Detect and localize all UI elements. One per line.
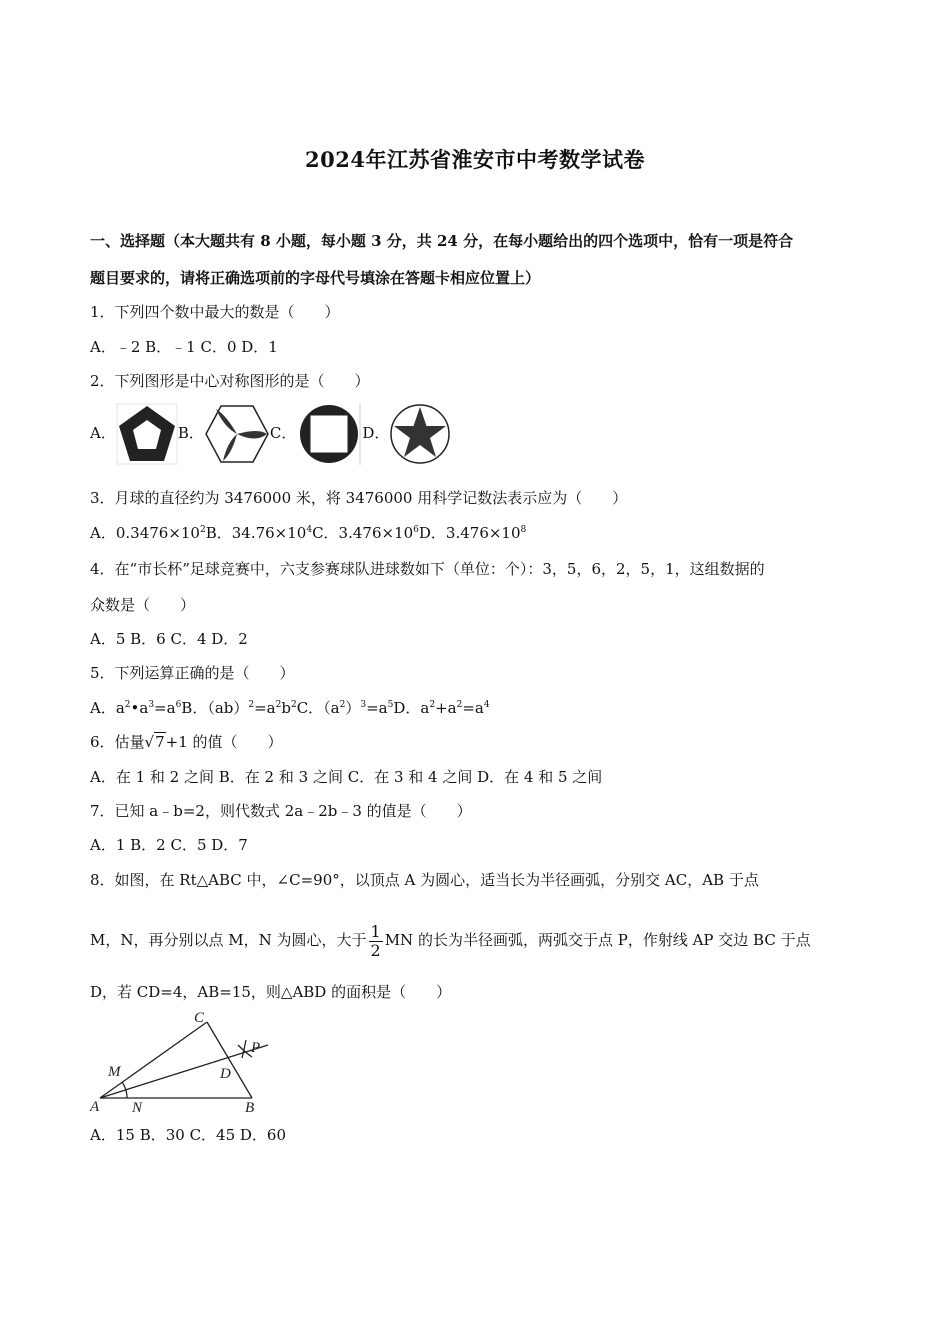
section-heading-line1: 一、选择题（本大题共有 8 小题，每小题 3 分，共 24 分，在每小题给出的四个选项中，恰有一项是符合 bbox=[90, 232, 794, 250]
fraction-one-half bbox=[369, 923, 383, 960]
hexagon-petals-option-icon bbox=[204, 403, 270, 465]
q3-option-a: A．0.3476×10 bbox=[90, 524, 200, 542]
q6-options: A．在 1 和 2 之间 B．在 2 和 3 之间 C．在 3 和 4 之间 D．在 4 和 5 之间 bbox=[90, 768, 603, 786]
label-p: P bbox=[251, 1040, 261, 1056]
q1-options: A．﹣2 B．﹣1 C．0 D．1 bbox=[90, 338, 278, 356]
side-ac bbox=[100, 1022, 207, 1098]
q3-options bbox=[90, 523, 526, 543]
q2-option-d-label: D． bbox=[362, 424, 390, 442]
q6-stem bbox=[90, 732, 283, 752]
q6-stem-suffix: +1 的值（ ） bbox=[165, 733, 283, 751]
page-title: 2024年江苏省淮安市中考数学试卷 bbox=[305, 147, 645, 172]
fraction-denominator: 2 bbox=[370, 940, 381, 960]
label-c: C bbox=[194, 1010, 205, 1026]
q4-stem-line2: 众数是（ ） bbox=[90, 596, 196, 614]
q8-options: A．15 B．30 C．45 D．60 bbox=[90, 1126, 287, 1144]
q3-option-c-exponent: 6 bbox=[413, 525, 419, 535]
pentagon-option-icon bbox=[116, 403, 178, 465]
q1-stem: 1．下列四个数中最大的数是（ ） bbox=[90, 303, 340, 321]
q5-options: A．$a^2•a^3=a^6B$．$(ab)^2=a^2b^2C$．$(a^2)^3=a^5D$．$a^2+a^2=a^4$ bbox=[90, 699, 490, 717]
q8-stem-line3: D，若 CD=4，AB=15，则△ABD 的面积是（ ） bbox=[90, 983, 452, 1001]
q2-stem: 2．下列图形是中心对称图形的是（ ） bbox=[90, 372, 370, 390]
label-b: B bbox=[245, 1100, 255, 1116]
q3-option-d: D．3.476×10 bbox=[418, 524, 521, 542]
label-n: N bbox=[132, 1100, 143, 1116]
q5-stem: 5．下列运算正确的是（ ） bbox=[90, 664, 295, 682]
q8-stem-line2 bbox=[90, 918, 811, 962]
q3-option-d-exponent: 8 bbox=[520, 525, 527, 535]
label-a: A bbox=[90, 1099, 100, 1115]
q6-radicand: 7 bbox=[155, 733, 165, 751]
q6-stem-prefix: 6．估量 bbox=[90, 733, 145, 751]
side-cb bbox=[207, 1022, 252, 1098]
q3-option-b: B．34.76×10 bbox=[205, 524, 307, 542]
q3-stem: 3．月球的直径约为 3476000 米，将 3476000 用科学记数法表示应为（ ） bbox=[90, 489, 628, 507]
q8-stem-line1: 8．如图，在 Rt△ABC 中，∠C=90°，以顶点 A 为圆心，适当长为半径画弧，分别交 AC，AB 于点 bbox=[90, 871, 759, 889]
q8-stem-line2-suffix: MN 的长为半径画弧，两弧交于点 P，作射线 AP 交边 BC 于点 bbox=[384, 931, 811, 949]
label-m: M bbox=[108, 1064, 121, 1080]
fraction-numerator: 1 bbox=[370, 921, 381, 941]
q3-option-a-exponent: 2 bbox=[199, 525, 206, 535]
q7-options: A．1 B．2 C．5 D．7 bbox=[90, 836, 248, 854]
q2-option-a-label: A． bbox=[90, 424, 116, 442]
q2-options bbox=[90, 402, 451, 464]
circle-square-option-icon bbox=[296, 403, 362, 465]
circle-star-option-icon bbox=[389, 403, 451, 465]
q2-option-c-label: C． bbox=[269, 424, 297, 442]
q3-option-c: C．3.476×10 bbox=[312, 524, 414, 542]
q3-option-b-exponent: 4 bbox=[306, 525, 313, 535]
section-heading-line2: 题目要求的，请将正确选项前的字母代号填涂在答题卡相应位置上） bbox=[90, 269, 541, 287]
sqrt-expression: √7 bbox=[144, 733, 165, 751]
label-d: D bbox=[220, 1066, 231, 1082]
q4-stem-line1: 4．在“市长杯”足球竞赛中，六支参赛球队进球数如下（单位：个）：3，5，6，2，5，1，这组数据的 bbox=[90, 560, 765, 578]
triangle-figure bbox=[88, 1010, 273, 1118]
q8-stem-line2-prefix: M，N，再分别以点 M，N 为圆心，大于 bbox=[90, 931, 367, 949]
q7-stem: 7．已知 a﹣b=2，则代数式 2a﹣2b﹣3 的值是（ ） bbox=[90, 802, 472, 820]
q4-options: A．5 B．6 C．4 D．2 bbox=[90, 630, 248, 648]
q2-option-b-label: B． bbox=[177, 424, 204, 442]
